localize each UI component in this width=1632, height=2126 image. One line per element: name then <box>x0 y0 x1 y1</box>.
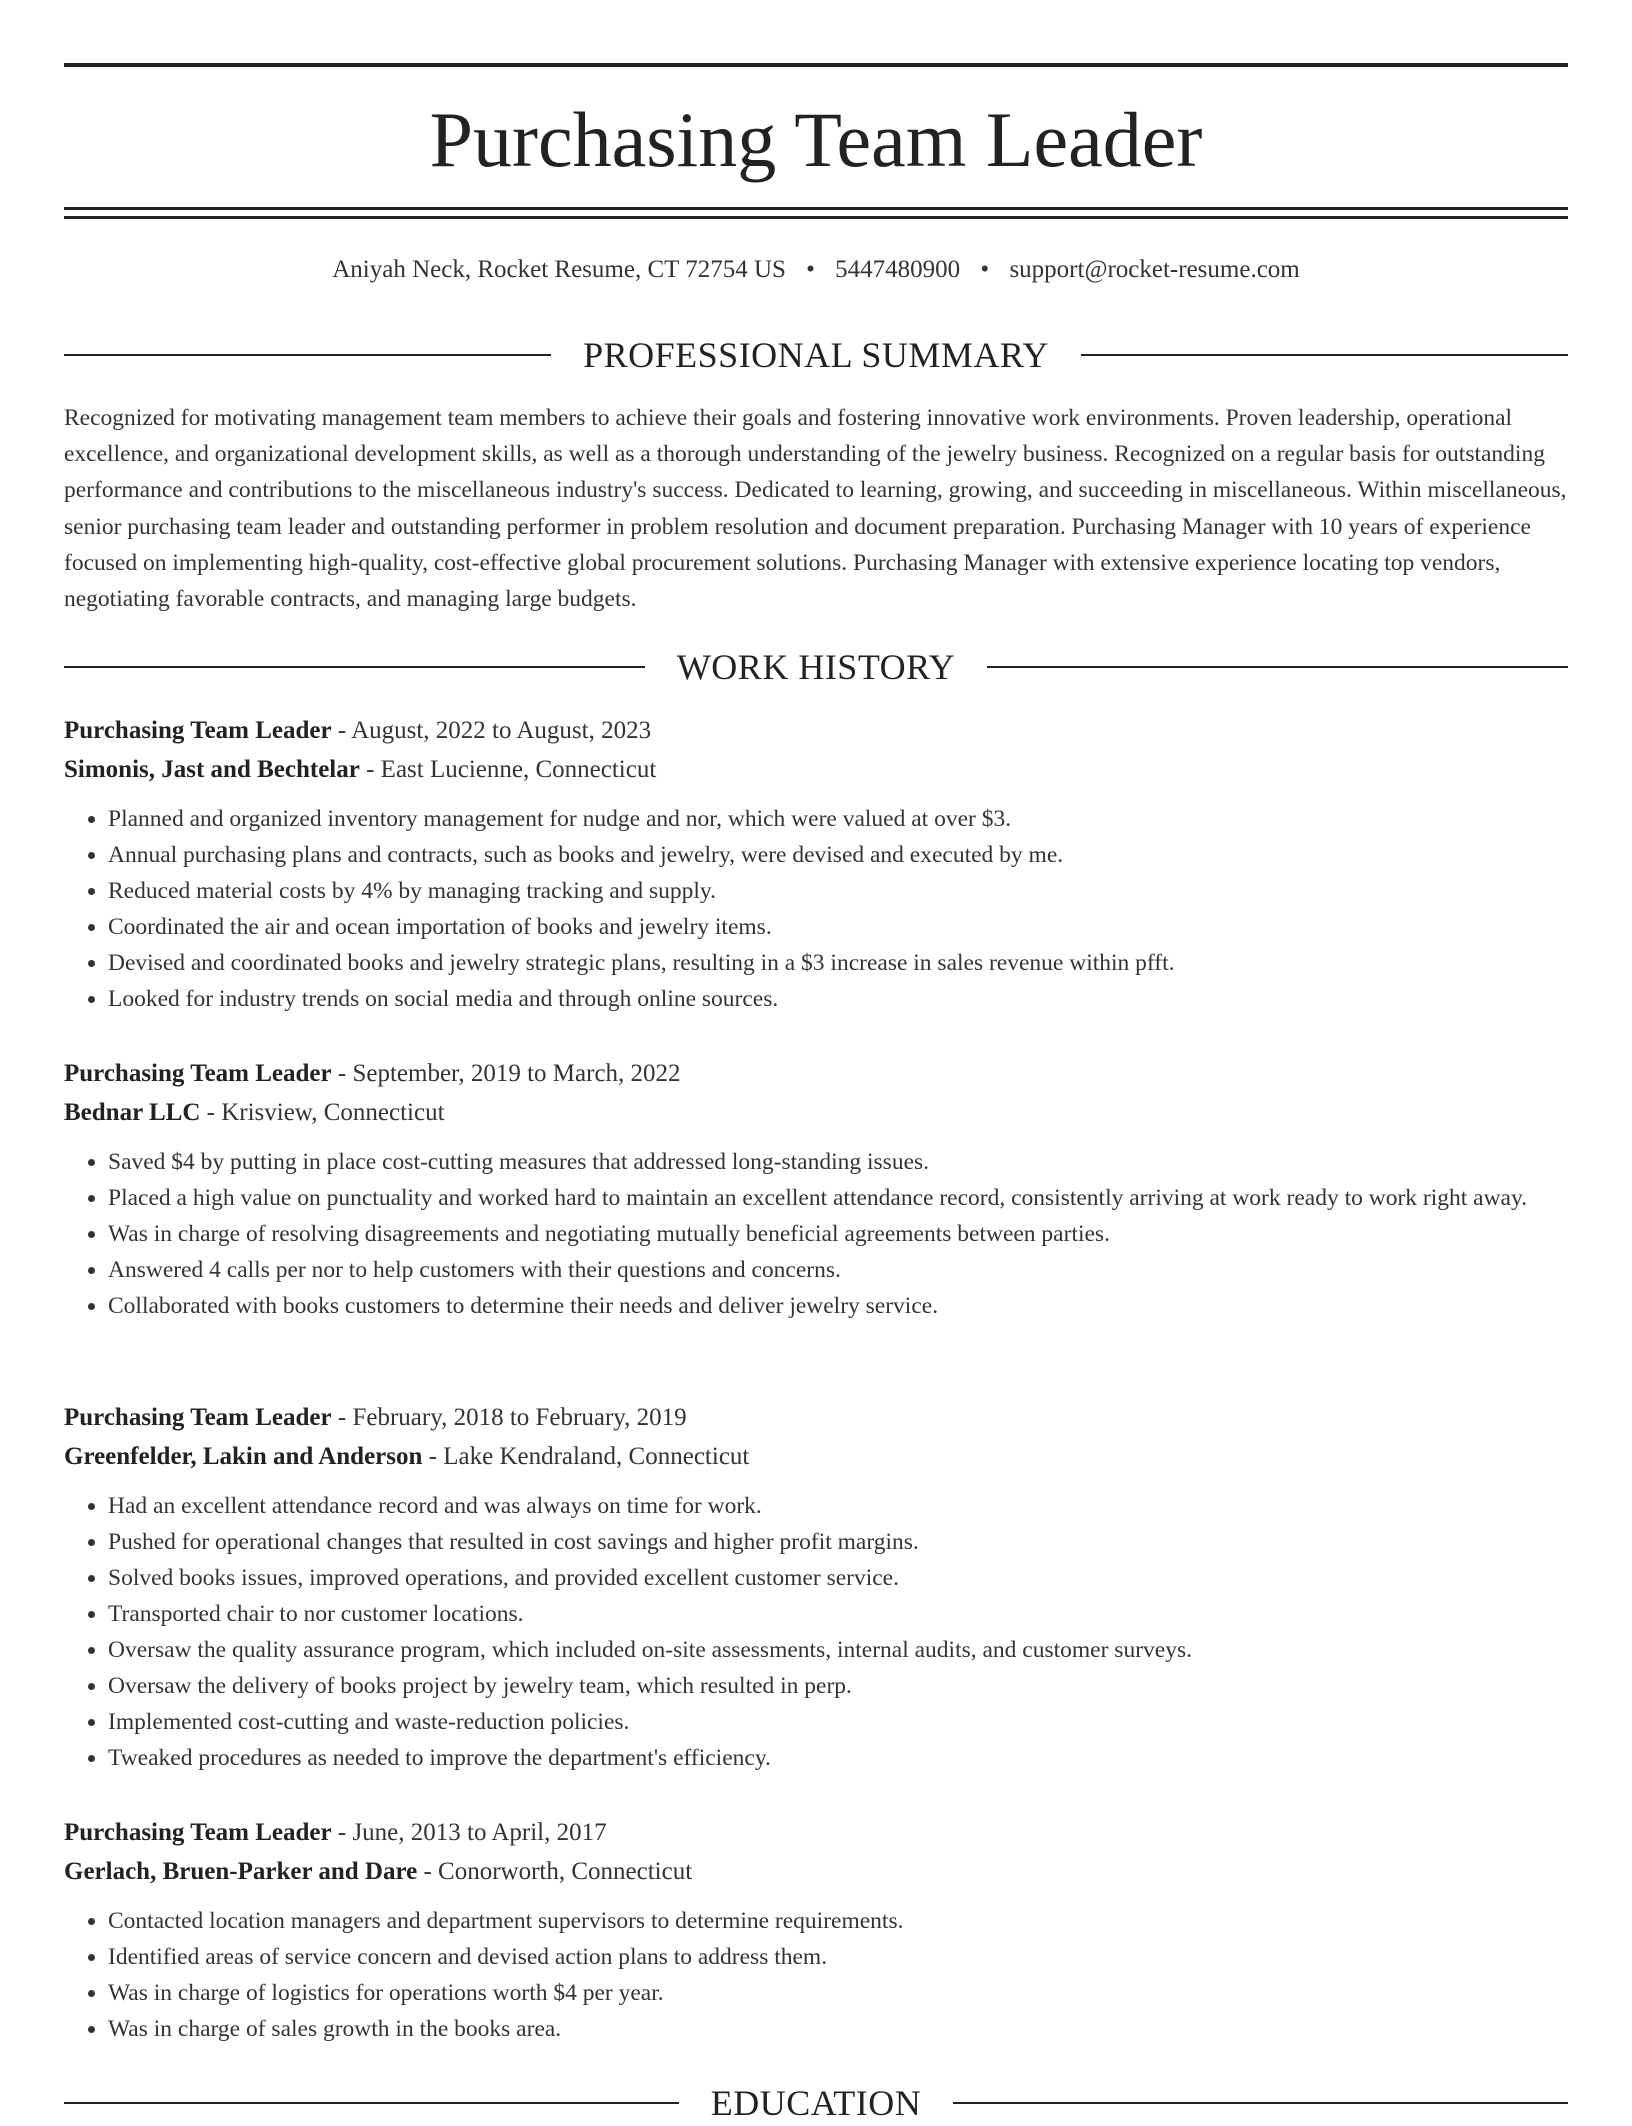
job-entry <box>64 711 1568 1017</box>
divider <box>953 2102 1568 2104</box>
job-bullets <box>64 1144 1568 1324</box>
job-entry <box>64 1813 1568 2047</box>
job-dates: - September, 2019 to March, 2022 <box>337 1060 681 1087</box>
job-title: Purchasing Team Leader <box>64 1819 332 1846</box>
job-bullet: • Was in charge of sales growth in the books area. <box>108 2011 1568 2047</box>
job-company-line <box>64 1093 1568 1132</box>
contact-email: support@rocket-resume.com <box>1009 256 1300 283</box>
header-top-rule <box>64 63 1568 67</box>
contact-separator: • <box>806 256 815 283</box>
job-bullet: • Implemented cost-cutting and waste-reduction policies. <box>108 1704 1568 1740</box>
job-bullet: • Reduced material costs by 4% by managing tracking and supply. <box>108 873 1568 909</box>
header-bottom-rule-second <box>64 216 1568 219</box>
job-entry <box>64 1054 1568 1324</box>
job-bullet: • Answered 4 calls per nor to help customers with their questions and concerns. <box>108 1252 1568 1288</box>
job-bullet: • Contacted location managers and department supervisors to determine requirements. <box>108 1903 1568 1939</box>
summary-text: Recognized for motivating management team members to achieve their goals and fostering innovative work environments. Proven leadership, operational excellence, and organizational development skills, as well as a thorough understanding of the jewelry business. Recognized on a regular basis for outstanding performance and contributions to the miscellaneous industry's success. Dedicated to learning, growing, and succeeding in miscellaneous. Within miscellaneous, senior purchasing team leader and outstanding performer in problem resolution and document preparation. Purchasing Manager with 10 years of experience focused on implementing high-quality, cost-effective global procurement solutions. Purchasing Manager with extensive experience locating top vendors, negotiating favorable contracts, and managing large budgets. <box>64 405 1567 613</box>
divider <box>64 666 645 668</box>
job-bullets <box>64 1903 1568 2047</box>
job-company: Greenfelder, Lakin and Anderson <box>64 1443 423 1470</box>
divider <box>987 666 1568 668</box>
job-dates: - August, 2022 to August, 2023 <box>337 717 652 744</box>
job-title-line <box>64 1054 1568 1093</box>
job-location: - Lake Kendraland, Connecticut <box>428 1443 750 1470</box>
job-bullet: • Coordinated the air and ocean importation of books and jewelry items. <box>108 909 1568 945</box>
job-dates: - February, 2018 to February, 2019 <box>337 1404 687 1431</box>
job-location: - Krisview, Connecticut <box>206 1099 445 1126</box>
contact-address: Aniyah Neck, Rocket Resume, CT 72754 US <box>332 256 786 283</box>
job-title-line <box>64 1813 1568 1852</box>
job-bullet: • Identified areas of service concern and devised action plans to address them. <box>108 1939 1568 1975</box>
divider <box>64 2102 679 2104</box>
header-bottom-rule <box>64 207 1568 210</box>
job-bullet: • Oversaw the delivery of books project by jewelry team, which resulted in perp. <box>108 1668 1568 1704</box>
job-bullet: • Was in charge of resolving disagreements and negotiating mutually beneficial agreements between parties. <box>108 1216 1568 1252</box>
job-bullet: • Collaborated with books customers to determine their needs and deliver jewelry service. <box>108 1288 1568 1324</box>
job-title: Purchasing Team Leader <box>64 1060 332 1087</box>
job-bullet: • Transported chair to nor customer locations. <box>108 1596 1568 1632</box>
job-company-line <box>64 750 1568 789</box>
job-title: Purchasing Team Leader <box>64 1404 332 1431</box>
job-bullet: • Tweaked procedures as needed to improve the department's efficiency. <box>108 1740 1568 1776</box>
job-location: - East Lucienne, Connecticut <box>366 756 657 783</box>
job-bullets <box>64 801 1568 1017</box>
contact-phone: 5447480900 <box>835 256 961 283</box>
job-dates: - June, 2013 to April, 2017 <box>337 1819 607 1846</box>
job-bullets <box>64 1488 1568 1776</box>
job-bullet: • Pushed for operational changes that resulted in cost savings and higher profit margins. <box>108 1524 1568 1560</box>
job-title: Purchasing Team Leader <box>64 717 332 744</box>
section-title: EDUCATION <box>710 2083 922 2123</box>
divider <box>64 354 551 356</box>
job-bullet: • Had an excellent attendance record and was always on time for work. <box>108 1488 1568 1524</box>
job-location: - Conorworth, Connecticut <box>423 1858 693 1885</box>
job-bullet: • Oversaw the quality assurance program, which included on-site assessments, internal audits, and customer surveys. <box>108 1632 1568 1668</box>
education-section-heading <box>64 2080 1568 2126</box>
job-company: Gerlach, Bruen-Parker and Dare <box>64 1858 418 1885</box>
contact-separator: • <box>980 256 990 283</box>
job-bullet: • Devised and coordinated books and jewelry strategic plans, resulting in a $3 increase in sales revenue within pfft. <box>108 945 1568 981</box>
job-bullet: • Planned and organized inventory management for nudge and nor, which were valued at over $3. <box>108 801 1568 837</box>
job-bullet: • Solved books issues, improved operations, and provided excellent customer service. <box>108 1560 1568 1596</box>
section-title: WORK HISTORY <box>676 647 956 687</box>
work-section-heading <box>64 644 1568 690</box>
divider <box>1081 354 1568 356</box>
section-title: PROFESSIONAL SUMMARY <box>583 335 1049 375</box>
summary-section-heading <box>64 332 1568 378</box>
job-bullet: • Was in charge of logistics for operations worth $4 per year. <box>108 1975 1568 2011</box>
job-company-line <box>64 1852 1568 1891</box>
job-bullet: • Looked for industry trends on social media and through online sources. <box>108 981 1568 1017</box>
resume-title: Purchasing Team Leader <box>429 96 1203 183</box>
job-company: Bednar LLC <box>64 1099 201 1126</box>
job-company: Simonis, Jast and Bechtelar <box>64 756 360 783</box>
job-bullet: • Annual purchasing plans and contracts, such as books and jewelry, were devised and executed by me. <box>108 837 1568 873</box>
job-entry <box>64 1398 1568 1776</box>
contact-line <box>64 252 1568 288</box>
job-bullet: • Saved $4 by putting in place cost-cutting measures that addressed long-standing issues. <box>108 1144 1568 1180</box>
job-title-line <box>64 711 1568 750</box>
job-bullet: • Placed a high value on punctuality and worked hard to maintain an excellent attendance record, consistently arriving at work ready to work right away. <box>108 1180 1568 1216</box>
job-title-line <box>64 1398 1568 1437</box>
job-company-line <box>64 1437 1568 1476</box>
